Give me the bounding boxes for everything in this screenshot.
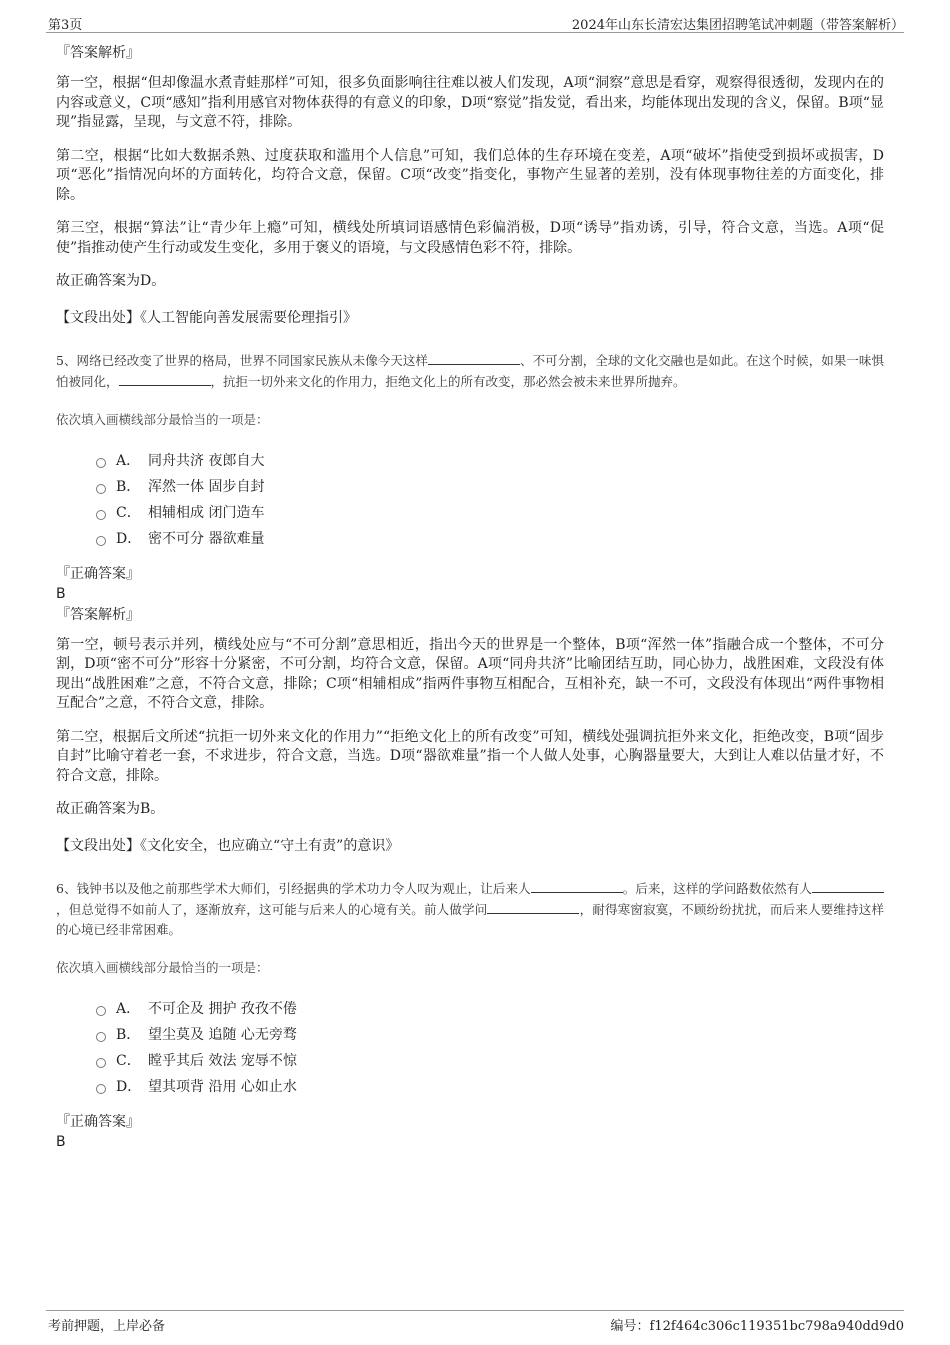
document-code: 编号：f12f464c306c119351bc798a940dd9d0	[610, 1319, 904, 1334]
page-number: 第3页	[48, 18, 83, 33]
option-a[interactable]: A． 不可企及 拥护 孜孜不倦	[96, 996, 884, 1022]
radio-icon[interactable]	[96, 484, 106, 494]
option-c[interactable]: C． 瞠乎其后 效法 宠辱不惊	[96, 1048, 884, 1074]
radio-icon[interactable]	[96, 458, 106, 468]
question-5-text: 5、网络已经改变了世界的格局，世界不同国家民族从未像今天这样 、不可分割，全球的文化交融也是如此。在这个时候，如果一味惧怕被同化， ，抗拒一切外来文化的作用力，拒绝文化上的所有改变，那必然会被未来世界所抛弃。	[56, 350, 884, 392]
radio-icon[interactable]	[96, 1058, 106, 1068]
question-instruction: 依次填入画横线部分最恰当的一项是：	[56, 959, 269, 975]
source-citation: 【文段出处】《人工智能向善发展需要伦理指引》	[56, 309, 357, 326]
radio-icon[interactable]	[96, 1006, 106, 1016]
question-6-options	[96, 996, 884, 1100]
question-6-text: 6、钱钟书以及他之前那些学术大师们，引经据典的学术功力令人叹为观止，让后来人 。后来，这样的学问路数依然有人，但总觉得不如前人了，逐渐放弃，这可能与后来人的心境有关。前人做学问 ，耐得寒窗寂寞，不顾纷纷扰扰，而后来人要维持这样的心境已经非常困难。	[56, 878, 884, 940]
correct-answer-label: 『正确答案』	[56, 565, 140, 582]
option-c[interactable]: C． 相辅相成 闭门造车	[96, 500, 884, 526]
radio-icon[interactable]	[96, 536, 106, 546]
radio-icon[interactable]	[96, 510, 106, 520]
conclusion: 故正确答案为B。	[56, 801, 165, 817]
option-b[interactable]: B． 浑然一体 固步自封	[96, 474, 884, 500]
option-b[interactable]: B． 望尘莫及 追随 心无旁骛	[96, 1022, 884, 1048]
question-instruction: 依次填入画横线部分最恰当的一项是：	[56, 411, 269, 427]
footer-slogan: 考前押题，上岸必备	[48, 1319, 166, 1334]
analysis-label: 『答案解析』	[56, 45, 140, 61]
source-citation: 【文段出处】《文化安全，也应确立“守土有责”的意识》	[56, 837, 400, 854]
page-header	[46, 12, 904, 33]
radio-icon[interactable]	[96, 1084, 106, 1094]
fill-blank	[428, 350, 520, 365]
option-d[interactable]: D． 望其项背 沿用 心如止水	[96, 1074, 884, 1100]
analysis-paragraph: 第二空，根据后文所述“抗拒一切外来文化的作用力”“拒绝文化上的所有改变”可知，横线处强调抗拒外来文化，拒绝改变，B项“固步自封”比喻守着老一套，不求进步，符合文意，当选。D项“器欲难量”指一个人做人处事，心胸器量要大，大到让人难以估量才好，不符合文意，排除。	[56, 728, 884, 784]
question-5-options	[96, 448, 884, 552]
conclusion: 故正确答案为D。	[56, 273, 166, 289]
document-title: 2024年山东长清宏达集团招聘笔试冲刺题（带答案解析）	[571, 18, 904, 33]
page-footer	[46, 1310, 904, 1333]
fill-blank	[487, 899, 579, 914]
document-body	[56, 42, 884, 1152]
correct-answer: B	[56, 1133, 66, 1150]
analysis-label: 『答案解析』	[56, 606, 140, 623]
radio-icon[interactable]	[96, 1032, 106, 1042]
fill-blank	[119, 371, 211, 386]
option-d[interactable]: D． 密不可分 器欲难量	[96, 526, 884, 552]
correct-answer: B	[56, 585, 66, 602]
analysis-paragraph: 第一空，根据“但却像温水煮青蛙那样”可知，很多负面影响往往难以被人们发现，A项“洞察”意思是看穿，观察得很透彻，发现内在的内容或意义，C项“感知”指利用感官对物体获得的有意义的印象，D项“察觉”指发觉，看出来，均能体现出发现的含义，保留。B项“显现”指显露，呈现，与文意不符，排除。	[56, 75, 884, 130]
analysis-paragraph: 第二空，根据“比如大数据杀熟、过度获取和滥用个人信息”可知，我们总体的生存环境在变差，A项“破坏”指使受到损坏或损害，D项“恶化”指情况向坏的方面转化，均符合文意，保留。C项“改变”指变化，事物产生显著的差别，没有体现事物往差的方面变化，排除。	[56, 147, 884, 203]
fill-blank	[531, 878, 623, 893]
fill-blank	[812, 878, 884, 893]
option-a[interactable]: A． 同舟共济 夜郎自大	[96, 448, 884, 474]
correct-answer-label: 『正确答案』	[56, 1113, 140, 1130]
analysis-paragraph: 第三空，根据“算法”让“青少年上瘾”可知，横线处所填词语感情色彩偏消极，D项“诱导”指劝诱，引导，符合文意，当选。A项“促使”指推动使产生行动或发生变化，多用于褒义的语境，与文段感情色彩不符，排除。	[56, 220, 884, 256]
analysis-paragraph: 第一空，顿号表示并列，横线处应与“不可分割”意思相近，指出今天的世界是一个整体，B项“浑然一体”指融合成一个整体，不可分割，D项“密不可分”形容十分紧密，不可分割，均符合文意，保留。A项“同舟共济”比喻团结互助，同心协力，战胜困难，文段没有体现出“战胜困难”之意，不符合文意，排除；C项“相辅相成”指两件事物互相配合，互相补充，缺一不可，文段没有体现出“两件事物相互配合”之意，不符合文意，排除。	[56, 636, 884, 711]
